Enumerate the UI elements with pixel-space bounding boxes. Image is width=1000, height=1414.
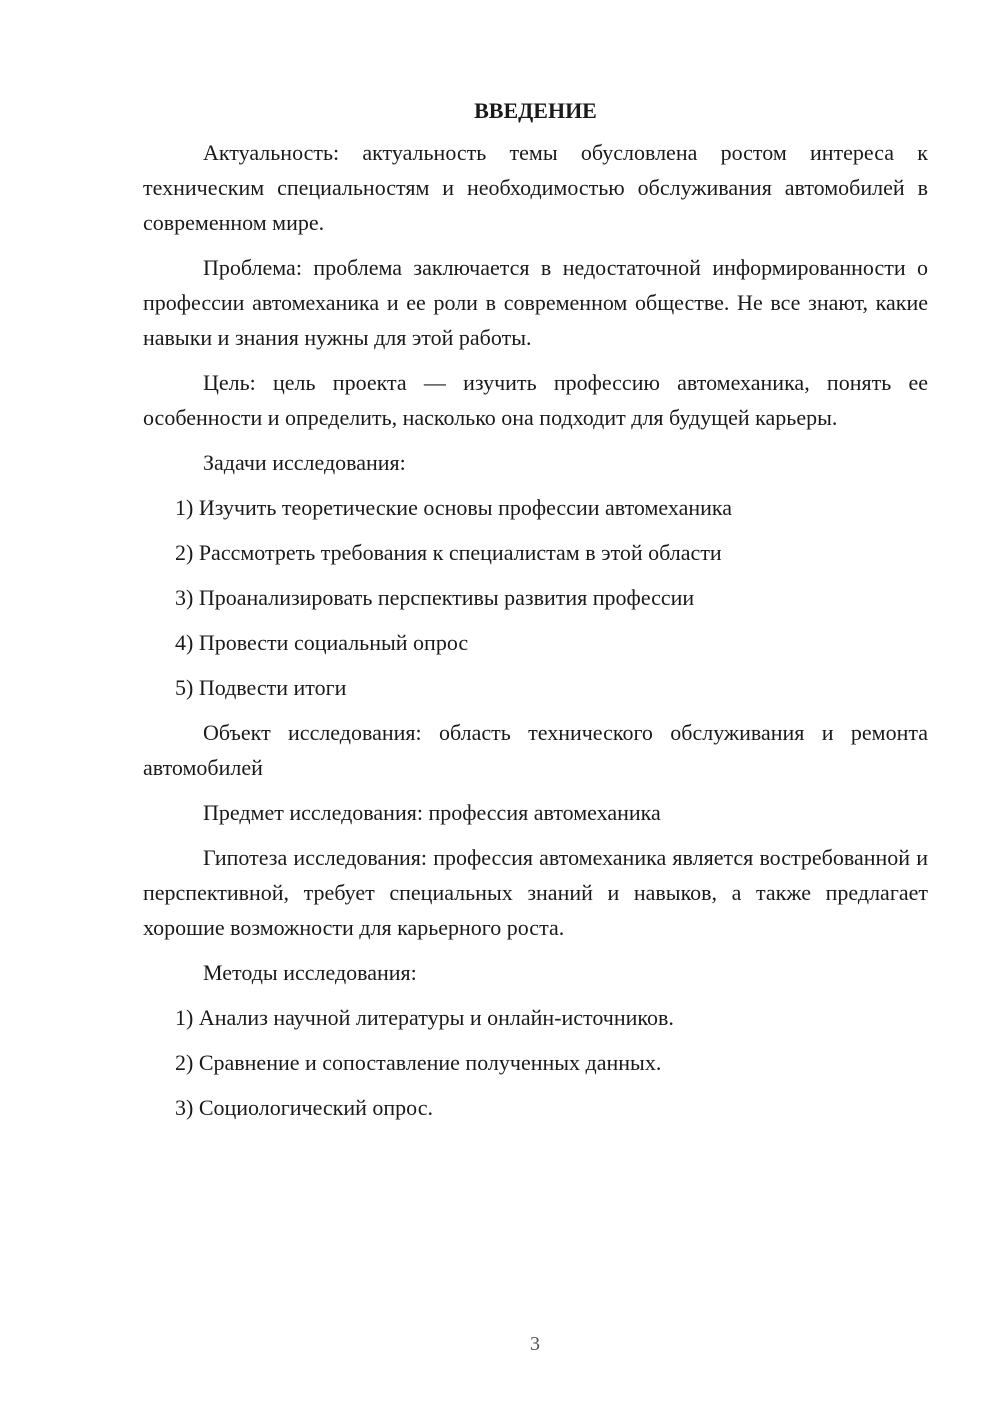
methods-list xyxy=(143,1000,928,1125)
list-item: 5) Подвести итоги xyxy=(175,675,347,700)
list-item: 4) Провести социальный опрос xyxy=(175,630,469,655)
list-item: 1) Анализ научной литературы и онлайн-источников. xyxy=(175,1005,674,1030)
tasks-heading: Задачи исследования: xyxy=(203,450,406,475)
list-item: 2) Сравнение и сопоставление полученных данных. xyxy=(175,1050,662,1075)
relevance-paragraph: Актуальность: актуальность темы обусловлена ростом интереса к техническим специальностям и необходимостью обслуживания автомобилей в современном мире. xyxy=(143,140,928,235)
tasks-list xyxy=(143,490,928,705)
list-item: 3) Социологический опрос. xyxy=(175,1095,433,1120)
list-item: 1) Изучить теоретические основы профессии автомеханика xyxy=(175,495,733,520)
page-number: 3 xyxy=(530,1333,540,1355)
page-content xyxy=(143,93,928,1135)
list-item: 2) Рассмотреть требования к специалистам в этой области xyxy=(175,540,722,565)
list-item: 3) Проанализировать перспективы развития профессии xyxy=(175,585,695,610)
subject-paragraph: Предмет исследования: профессия автомеханика xyxy=(203,800,661,825)
object-paragraph: Объект исследования: область технического обслуживания и ремонта автомобилей xyxy=(143,720,928,780)
problem-paragraph: Проблема: проблема заключается в недостаточной информированности о профессии автомеханика и ее роли в современном обществе. Не все знают, какие навыки и знания нужны для этой работы. xyxy=(143,255,928,350)
hypothesis-paragraph: Гипотеза исследования: профессия автомеханика является востребованной и перспективной, требует специальных знаний и навыков, а также предлагает хорошие возможности для карьерного роста. xyxy=(143,845,928,940)
methods-heading: Методы исследования: xyxy=(203,960,417,985)
page-title: ВВЕДЕНИЕ xyxy=(474,98,597,123)
goal-paragraph: Цель: цель проекта — изучить профессию автомеханика, понять ее особенности и определить, насколько она подходит для будущей карьеры. xyxy=(143,370,928,430)
